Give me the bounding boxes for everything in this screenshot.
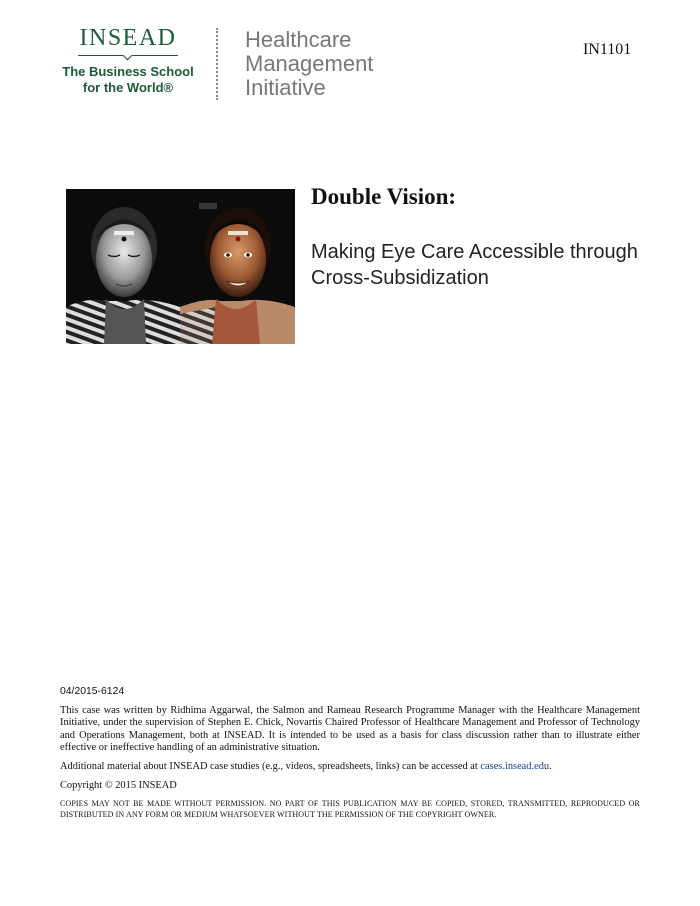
copyright-notice: COPIES MAY NOT BE MADE WITHOUT PERMISSION. NO PART OF THIS PUBLICATION MAY BE COPIED, STORED, TRANSMITTED, REPRODUCED OR DISTRIBUTED IN ANY FORM OR MEDIUM WHATSOEVER WITHOUT THE PERMISSION OF THE COPYRIGHT OWNER. bbox=[60, 799, 640, 820]
logo-tagline-2: for the World® bbox=[82, 80, 174, 95]
initiative-line-1: Healthcare bbox=[245, 27, 352, 52]
case-title: Double Vision: bbox=[311, 184, 457, 209]
initiative-name bbox=[245, 28, 373, 100]
logo-wordmark: INSEAD bbox=[79, 25, 177, 51]
copyright: Copyright © 2015 INSEAD bbox=[60, 779, 177, 791]
initiative-line-2: Management bbox=[245, 51, 374, 76]
cover-photo bbox=[66, 189, 295, 344]
authorship-statement: This case was written by Ridhima Aggarwal, the Salmon and Rameau Research Programme Manager with the Healthcare Management Initiative, under the supervision of Stephen E. Chick, Novartis Chaired Professor of Healthcare Management and Professor of Technology and Operations Management, both at INSEAD. It is intended to be used as a basis for class discussion rather than to illustrate either effective or ineffective handling of an administrative situation. bbox=[60, 704, 640, 754]
initiative-line-3: Initiative bbox=[245, 75, 326, 100]
case-footer bbox=[60, 686, 640, 826]
cases-link[interactable]: cases.insead.edu bbox=[480, 760, 550, 772]
logo-rule bbox=[78, 55, 178, 56]
case-subtitle: Making Eye Care Accessible through Cross-Subsidization bbox=[311, 241, 638, 289]
logo-tagline-1: The Business School bbox=[62, 64, 194, 79]
insead-logo bbox=[58, 24, 198, 96]
case-code: IN1101 bbox=[583, 41, 632, 58]
additional-material-text: Additional material about INSEAD case studies (e.g., videos, spreadsheets, links) can be accessed at bbox=[60, 760, 478, 772]
header-divider bbox=[216, 28, 218, 100]
date-code: 04/2015-6124 bbox=[60, 686, 125, 697]
additional-material bbox=[60, 761, 640, 774]
link-suffix: . bbox=[549, 760, 552, 772]
